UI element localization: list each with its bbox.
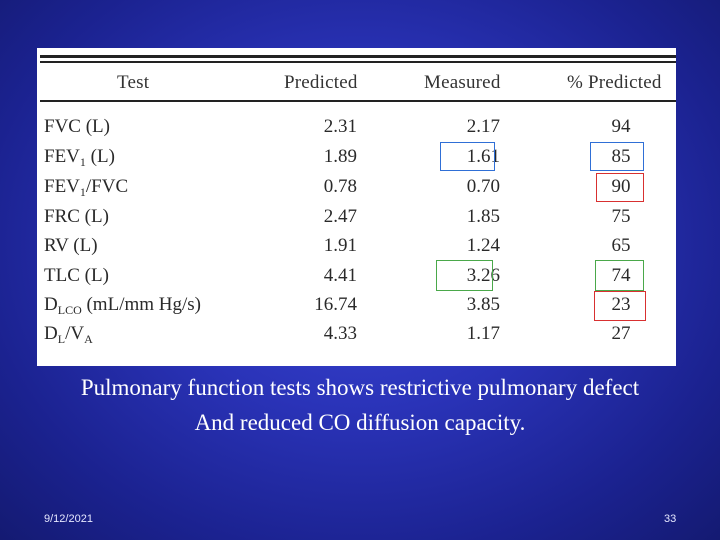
pulmonary-function-table-image (37, 48, 676, 366)
header-test: Test (117, 72, 150, 93)
predicted-value: 0.78 (323, 176, 357, 197)
measured-value: 1.61 (466, 146, 500, 167)
test-name: FRC (L) (44, 206, 109, 227)
predicted-value: 4.33 (323, 323, 357, 344)
test-name: RV (L) (44, 235, 98, 256)
highlight-box-pct-tlc (595, 260, 644, 291)
measured-value: 1.85 (466, 206, 500, 227)
test-name: FVC (L) (44, 116, 110, 137)
table-row-fev1 (37, 145, 676, 169)
percent-predicted-value: 74 (611, 265, 631, 286)
footer-page-number: 33 (664, 513, 677, 525)
predicted-value: 16.74 (314, 294, 357, 315)
highlight-box-pct-dlco (594, 291, 646, 321)
header-bottom-rule (40, 100, 676, 102)
test-name: $D_{LCO}$ (mL/mm Hg/s) (44, 294, 202, 317)
test-name: $FEV_1$ (L) (44, 146, 115, 169)
table-row-frc (37, 205, 676, 229)
caption-line-2: And reduced CO diffusion capacity. (194, 410, 526, 435)
predicted-value: 1.89 (323, 146, 357, 167)
table-row-dl-va (37, 322, 676, 346)
table-row-tlc (37, 264, 676, 288)
measured-value: 2.17 (466, 116, 500, 137)
table-top-rule-thin (40, 61, 676, 63)
percent-predicted-value: 65 (611, 235, 631, 256)
percent-predicted-value: 90 (611, 176, 631, 197)
highlight-box-pct-fev1 (590, 142, 644, 171)
measured-value: 1.24 (466, 235, 500, 256)
measured-value: 3.85 (466, 294, 500, 315)
caption-line-1: Pulmonary function tests shows restrictive pulmonary defect (80, 375, 640, 400)
highlight-box-measured-tlc (436, 260, 493, 291)
predicted-value: 2.31 (323, 116, 357, 137)
measured-value: 0.70 (466, 176, 500, 197)
measured-value: 1.17 (466, 323, 500, 344)
measured-value: 3.26 (466, 265, 500, 286)
footer-date: 9/12/2021 (44, 513, 93, 525)
header-measured: Measured (424, 72, 501, 93)
table-row-dlco (37, 293, 676, 317)
table-top-rule (40, 55, 676, 58)
percent-predicted-value: 94 (611, 116, 631, 137)
highlight-box-measured-fev1 (440, 142, 495, 171)
percent-predicted-value: 75 (611, 206, 631, 227)
table-row-rv (37, 234, 676, 258)
header-percent-predicted: % Predicted (567, 72, 662, 93)
predicted-value: 4.41 (323, 265, 357, 286)
highlight-box-pct-fev1-fvc (596, 173, 644, 202)
predicted-value: 2.47 (323, 206, 357, 227)
test-name: $FEV_1$/FVC (44, 176, 129, 199)
percent-predicted-value: 27 (611, 323, 631, 344)
percent-predicted-value: 85 (611, 146, 631, 167)
predicted-value: 1.91 (323, 235, 357, 256)
table-row-fev1-fvc (37, 175, 676, 199)
header-predicted: Predicted (284, 72, 358, 93)
table-row-fvc (37, 115, 676, 139)
percent-predicted-value: 23 (611, 294, 631, 315)
test-name: TLC (L) (44, 265, 109, 286)
test-name: $D_L/V_A$ (44, 323, 93, 346)
